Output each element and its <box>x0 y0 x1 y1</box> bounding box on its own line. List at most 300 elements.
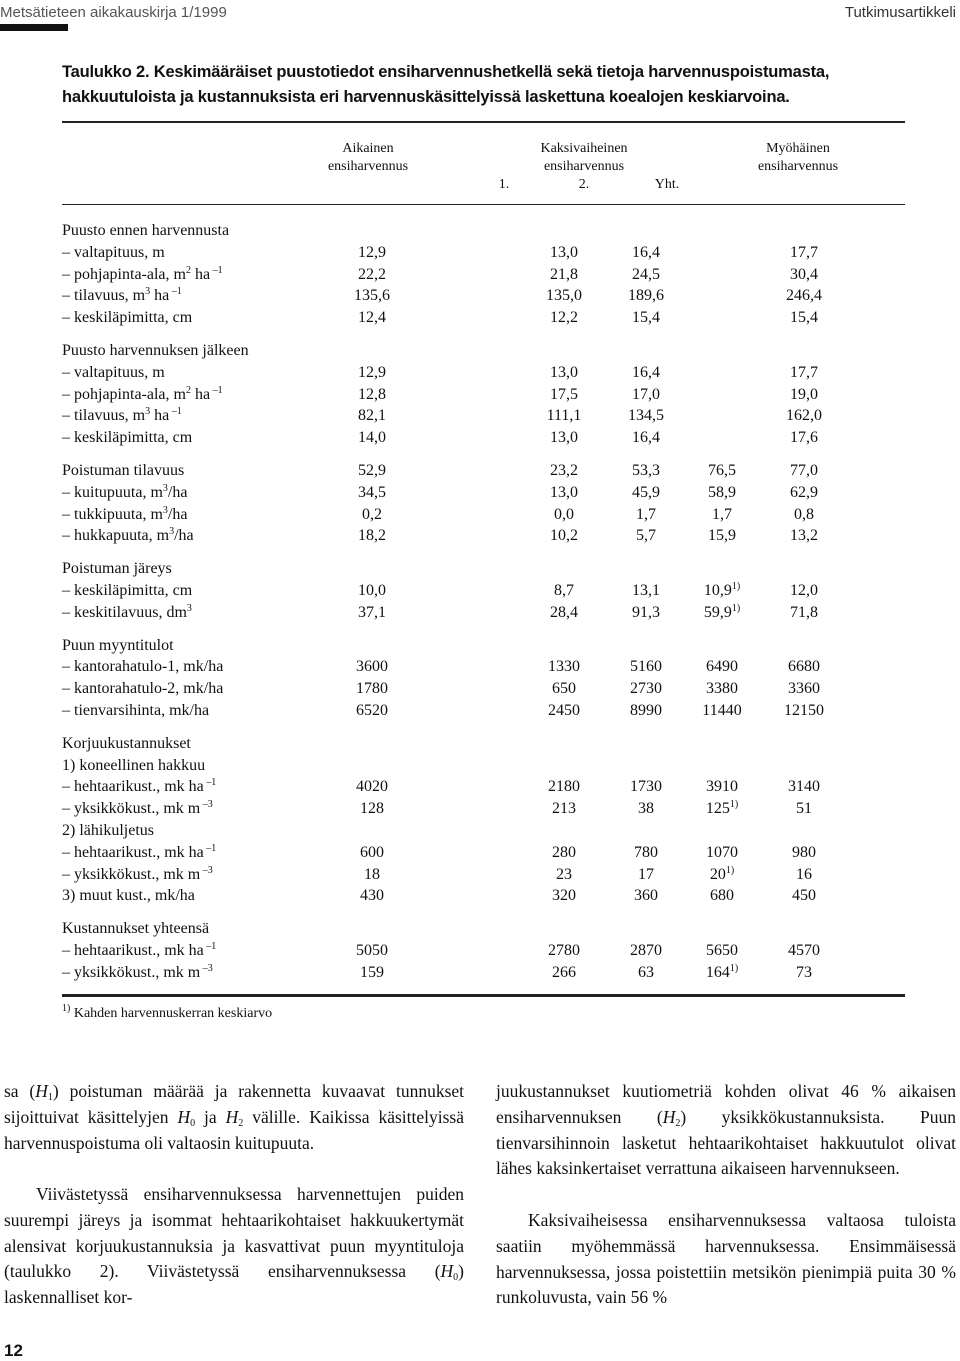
row-label-text: – kantorahatulo-1, mk/ha <box>62 658 224 676</box>
table-row <box>62 820 905 842</box>
table-cell <box>754 482 854 504</box>
table-row <box>62 885 905 907</box>
table-cell <box>322 460 422 482</box>
footnote-ref: 1) <box>729 799 739 811</box>
cell-value: 51 <box>796 800 812 818</box>
row-label <box>62 264 223 286</box>
col-head-early-line2: ensiharvennus <box>327 159 409 174</box>
row-label-text: – valtapituus, m <box>62 363 165 381</box>
row-label-text: – keskitilavuus, dm <box>62 603 187 621</box>
row-label-text: – hehtaarikust., mk ha <box>62 778 204 796</box>
cell-value: 34,5 <box>358 483 386 501</box>
cell-value: 12,9 <box>358 243 386 261</box>
table-cell <box>754 798 854 820</box>
table-cell <box>754 362 854 384</box>
row-label <box>62 580 192 602</box>
row-label-unit: /ha <box>167 505 188 523</box>
row-label <box>62 602 192 624</box>
cell-value: 680 <box>710 887 734 905</box>
cell-value: 280 <box>552 843 576 861</box>
cell-value: 14,0 <box>358 429 386 447</box>
col-head-sub-2: 2. <box>578 177 590 192</box>
table-cell <box>754 242 854 264</box>
footnote-ref: 1) <box>725 864 735 876</box>
table-cell <box>754 384 854 406</box>
text-run: ja <box>195 1106 226 1127</box>
body-right-p1 <box>496 1079 956 1182</box>
group-heading <box>62 918 905 940</box>
cell-value: 650 <box>552 680 576 698</box>
table-cell <box>322 678 422 700</box>
cell-value: 320 <box>552 887 576 905</box>
group-heading-text: Kustannukset yhteensä <box>62 920 210 938</box>
cell-value: 5650 <box>706 942 738 959</box>
cell-value: 10,2 <box>550 527 578 545</box>
table-row <box>62 678 905 700</box>
row-label <box>62 700 209 722</box>
table-cell <box>596 362 696 384</box>
table-caption: Taulukko 2. Keskimääräiset puustotiedot ensiharvennushetkellä sekä tietoja harvennuspoistumasta, hakkuutuloista ja kustannuksista eri harvennuskäsittelyissä laskettuna koealojen keskiarvoina. <box>62 63 830 106</box>
group-heading-text: Poistuman järeys <box>62 560 172 578</box>
subscript: 2 <box>675 1117 681 1129</box>
row-label-sup: –3 <box>200 799 213 811</box>
row-label-text: – yksikkökust., mk m <box>62 865 201 883</box>
table-row <box>62 700 905 722</box>
row-label <box>62 885 195 907</box>
table-row <box>62 285 905 307</box>
cell-value: 450 <box>792 887 816 905</box>
cell-value: 266 <box>552 963 576 981</box>
cell-value: 12150 <box>784 702 824 719</box>
row-label <box>62 864 213 886</box>
table-row <box>62 776 905 798</box>
row-label-text: – tilavuus, m <box>62 287 146 305</box>
text-run: ) laskennalliset kor- <box>4 1261 464 1308</box>
italic-symbol: H <box>662 1106 676 1127</box>
cell-value: 15,4 <box>790 309 818 327</box>
row-label-text: – keskiläpimitta, cm <box>62 582 193 599</box>
cell-value: 24,5 <box>632 265 660 283</box>
table-cell <box>596 264 696 286</box>
subscript: 0 <box>190 1117 196 1129</box>
row-label <box>62 242 165 264</box>
cell-value: 13,0 <box>550 483 578 501</box>
cell-value: 91,3 <box>632 603 660 621</box>
table-row <box>62 264 905 286</box>
cell-value: 780 <box>634 843 658 861</box>
table-cell <box>322 700 422 722</box>
footnote-text: Kahden harvennuskerran keskiarvo <box>70 1006 273 1021</box>
cell-value: 73 <box>796 963 812 981</box>
table-cell <box>322 525 422 547</box>
cell-value: 16 <box>796 865 812 883</box>
group-heading <box>62 558 905 580</box>
cell-value: 76,5 <box>708 462 736 479</box>
table-row <box>62 525 905 547</box>
cell-value: 6490 <box>706 658 738 676</box>
cell-value: 135,0 <box>546 287 582 305</box>
table-cell <box>754 307 854 329</box>
table-cell <box>754 962 854 984</box>
cell-value: 17,7 <box>790 243 818 261</box>
row-label-text: – keskiläpimitta, cm <box>62 309 193 327</box>
table-cell <box>754 427 854 449</box>
cell-value: 62,9 <box>790 483 818 501</box>
cell-value: 0,8 <box>794 505 814 523</box>
text-run: välille. Kaikissa käsittelyissä harvennuspoistuma oli valtaosin kuitupuuta. <box>4 1106 465 1153</box>
cell-value: 3910 <box>706 778 738 796</box>
cell-value: 45,9 <box>632 483 660 501</box>
cell-value: 19,0 <box>790 385 818 403</box>
row-label <box>62 427 192 449</box>
italic-symbol: H <box>225 1106 239 1127</box>
header-bar <box>0 24 68 31</box>
cell-value: 8,7 <box>554 582 574 599</box>
table-cell <box>596 242 696 264</box>
cell-value: 30,4 <box>790 265 818 283</box>
subscript: 2 <box>238 1117 244 1129</box>
text-run: Kaksivaiheisessa ensiharvennuksessa valtaosa tuloista saatiin myöhemmässä harvennuksessa. Ensimmäisessä harvennuksessa, jossa poistettiin metsikön pienimpiä puita 30 % runkoluvusta, vain 56 % <box>496 1210 956 1308</box>
row-label <box>62 525 194 547</box>
cell-value: 10,9 <box>703 582 732 599</box>
row-label-unit: /ha <box>167 483 188 501</box>
row-label-sup: –1 <box>169 286 182 298</box>
cell-value: 5160 <box>630 658 662 676</box>
cell-value: 4020 <box>356 778 388 796</box>
row-label <box>62 482 187 504</box>
cell-value: 1,7 <box>636 505 656 523</box>
cell-value: 13,0 <box>550 243 578 261</box>
col-head-late <box>740 140 856 176</box>
row-label-unit: ha <box>190 265 211 283</box>
cell-value: 6520 <box>356 702 388 719</box>
cell-value: 125 <box>705 800 730 818</box>
row-label-unit: /ha <box>174 527 194 545</box>
cell-value: 77,0 <box>790 462 818 479</box>
cell-value: 1780 <box>356 680 388 698</box>
cell-value: 3360 <box>788 680 820 698</box>
cell-value: 1730 <box>630 778 662 796</box>
table-cell <box>322 885 422 907</box>
row-label-sup: –1 <box>203 941 217 952</box>
row-label-text: Poistuman tilavuus <box>62 462 185 479</box>
table-cell <box>322 776 422 798</box>
section-label: Tutkimusartikkeli <box>844 4 956 21</box>
row-label <box>62 755 205 777</box>
cell-value: 16,4 <box>632 243 660 261</box>
table-cell <box>322 940 422 962</box>
table-row <box>62 405 905 427</box>
row-label-text: – pohjapinta-ala, m <box>62 385 186 403</box>
cell-value: 23 <box>556 865 572 883</box>
row-label-text: – tienvarsihinta, mk/ha <box>62 702 210 719</box>
cell-value: 63 <box>638 963 654 981</box>
cell-value: 128 <box>360 800 384 818</box>
cell-value: 430 <box>360 887 384 905</box>
table-cell <box>322 798 422 820</box>
table-cell <box>754 285 854 307</box>
table-cell <box>322 242 422 264</box>
row-label <box>62 820 154 842</box>
subscript: 0 <box>453 1272 459 1284</box>
table-row <box>62 362 905 384</box>
col-head-two-stage <box>524 140 644 176</box>
row-label-text: – valtapituus, m <box>62 243 165 261</box>
group-heading-text: Puusto harvennuksen jälkeen <box>62 342 249 359</box>
body-left-p2 <box>4 1182 464 1311</box>
cell-value: 0,2 <box>362 505 382 523</box>
table-row <box>62 242 905 264</box>
row-label-text: 2) lähikuljetus <box>62 822 154 839</box>
body-right-p2 <box>496 1208 956 1311</box>
row-label-text: – yksikkökust., mk m <box>62 800 201 818</box>
row-label-sup: 3 <box>169 526 175 538</box>
row-label <box>62 678 223 700</box>
row-label-text: – kuitupuuta, m <box>62 483 163 501</box>
cell-value: 12,4 <box>358 309 386 327</box>
cell-value: 159 <box>360 963 384 981</box>
table-cell <box>322 504 422 526</box>
row-label <box>62 384 223 406</box>
group-heading <box>62 635 905 657</box>
row-label-text: – tukkipuuta, m <box>62 505 163 523</box>
row-label-text: 3) muut kust., mk/ha <box>62 887 195 905</box>
cell-value: 3600 <box>356 658 388 676</box>
table-cell <box>322 580 422 602</box>
table-cell <box>322 656 422 678</box>
table-cell <box>754 460 854 482</box>
row-label-sup: –1 <box>203 777 217 789</box>
cell-value: 134,5 <box>628 407 664 425</box>
cell-value: 164 <box>705 963 730 981</box>
row-label-text: – kantorahatulo-2, mk/ha <box>62 680 224 698</box>
italic-symbol: H <box>440 1261 454 1282</box>
cell-value: 12,8 <box>358 385 386 403</box>
table-row <box>62 842 905 864</box>
table-cell <box>322 285 422 307</box>
col-head-early <box>310 140 426 176</box>
table-cell <box>322 842 422 864</box>
cell-value: 3140 <box>788 778 820 796</box>
group-heading <box>62 733 905 755</box>
cell-value: 2870 <box>630 942 662 959</box>
table-footnote <box>62 1003 273 1022</box>
text-run: juukustannukset kuutiometriä kohden olivat 46 % aikaisen ensiharvennuksen ( <box>496 1081 956 1127</box>
cell-value: 20 <box>709 865 726 883</box>
group-heading-text: Korjuukustannukset <box>62 734 191 752</box>
cell-value: 17,6 <box>790 429 818 447</box>
cell-value: 2180 <box>548 778 580 796</box>
cell-value: 600 <box>360 843 384 861</box>
table-row <box>62 656 905 678</box>
row-label-sup: 3 <box>162 504 168 516</box>
cell-value: 18,2 <box>358 527 386 545</box>
cell-value: 15,9 <box>708 527 736 545</box>
table-cell <box>754 525 854 547</box>
row-label <box>62 798 213 820</box>
table-cell <box>754 405 854 427</box>
row-label <box>62 940 216 962</box>
cell-value: 5,7 <box>636 527 656 545</box>
table-cell <box>596 405 696 427</box>
table-cell <box>754 940 854 962</box>
cell-value: 22,2 <box>358 265 386 283</box>
cell-value: 17,5 <box>550 385 578 403</box>
cell-value: 13,0 <box>550 429 578 447</box>
table-row <box>62 602 905 624</box>
table-row <box>62 798 905 820</box>
row-label-unit: ha <box>150 287 170 305</box>
row-label <box>62 362 165 384</box>
row-label-sup: –3 <box>200 864 213 876</box>
cell-value: 980 <box>792 843 816 861</box>
table-cell <box>596 285 696 307</box>
footnote-ref: 1) <box>731 602 741 614</box>
table-row <box>62 427 905 449</box>
row-label-sup: 2 <box>185 264 191 276</box>
row-label <box>62 656 223 678</box>
table-row <box>62 307 905 329</box>
row-label <box>62 962 213 984</box>
col-head-two-stage-line2: ensiharvennus <box>543 159 625 174</box>
row-label <box>62 842 216 864</box>
row-label-text: – hehtaarikust., mk ha <box>62 843 204 861</box>
row-label <box>62 307 192 329</box>
table-cell <box>322 427 422 449</box>
row-label-sup: –3 <box>200 962 213 974</box>
text-run: sa ( <box>4 1081 36 1101</box>
cell-value: 18 <box>364 865 380 883</box>
group-heading-text: Puun myyntitulot <box>62 636 174 654</box>
table-row <box>62 460 905 482</box>
table-row <box>62 482 905 504</box>
row-label-sup: –1 <box>169 406 182 418</box>
cell-value: 71,8 <box>790 603 818 621</box>
row-label-text: – tilavuus, m <box>62 407 146 425</box>
footnote-mark: 1) <box>62 1003 71 1014</box>
table-cell <box>754 885 854 907</box>
table-row <box>62 504 905 526</box>
footnote-ref: 1) <box>729 962 739 974</box>
cell-value: 13,1 <box>632 582 660 599</box>
table-row <box>62 580 905 602</box>
table-cell <box>322 384 422 406</box>
cell-value: 12,9 <box>358 363 386 381</box>
table-cell <box>754 700 854 722</box>
col-head-two-stage-line1: Kaksivaiheinen <box>540 141 628 156</box>
cell-value: 59,9 <box>703 603 732 621</box>
body-left-p1 <box>4 1079 464 1156</box>
cell-value: 2780 <box>548 942 580 959</box>
row-label-text: – yksikkökust., mk m <box>62 963 201 981</box>
cell-value: 246,4 <box>786 287 822 305</box>
table-cell <box>596 307 696 329</box>
cell-value: 15,4 <box>632 309 660 327</box>
row-label-text: – hukkapuuta, m <box>62 527 170 545</box>
cell-value: 1,7 <box>712 505 732 523</box>
cell-value: 52,9 <box>358 462 386 479</box>
row-label-text: 1) koneellinen hakkuu <box>62 756 206 774</box>
col-head-late-line2: ensiharvennus <box>757 159 839 174</box>
cell-value: 21,8 <box>550 265 578 283</box>
row-label <box>62 405 182 427</box>
table-cell <box>322 962 422 984</box>
cell-value: 6680 <box>788 658 820 676</box>
table-row <box>62 384 905 406</box>
table-cell <box>596 384 696 406</box>
table-row <box>62 755 905 777</box>
row-label-unit: ha <box>190 385 211 403</box>
cell-value: 17,7 <box>790 363 818 381</box>
col-head-sub-1: 1. <box>498 177 510 192</box>
table-cell <box>754 264 854 286</box>
text-run: Viivästetyssä ensiharvennuksessa harvennettujen puiden suurempi järeys ja isommat hehtaarikohtaiset hakkuukertymät alensivat korjuukustannuksia ja kasvattivat puun myyntituloja (taulukko 2). Viivästetyssä ensiharvennuksessa ( <box>4 1184 464 1282</box>
table-cell <box>322 405 422 427</box>
cell-value: 8990 <box>630 702 662 719</box>
table-cell <box>754 776 854 798</box>
group-heading <box>62 340 905 362</box>
col-head-sub-total: Yht. <box>654 177 680 192</box>
cell-value: 12,2 <box>550 309 578 327</box>
cell-value: 360 <box>634 887 658 905</box>
table-cell <box>754 602 854 624</box>
cell-value: 16,4 <box>632 363 660 381</box>
cell-value: 5050 <box>356 942 388 959</box>
table-cell <box>754 504 854 526</box>
table-row <box>62 864 905 886</box>
cell-value: 58,9 <box>708 483 736 501</box>
row-label-sup: –1 <box>210 264 223 276</box>
row-label-unit: ha <box>150 407 170 425</box>
cell-value: 2450 <box>548 702 580 719</box>
table-row <box>62 962 905 984</box>
row-label <box>62 504 187 526</box>
row-label <box>62 776 216 798</box>
cell-value: 37,1 <box>358 603 386 621</box>
cell-value: 189,6 <box>628 287 664 305</box>
journal-title: Metsätieteen aikakauskirja 1/1999 <box>0 4 227 21</box>
cell-value: 13,2 <box>790 527 818 545</box>
table-cell <box>322 362 422 384</box>
footnote-ref: 1) <box>731 581 741 592</box>
row-label <box>62 460 184 482</box>
table-top-rule <box>62 121 905 123</box>
cell-value: 1330 <box>548 658 580 676</box>
cell-value: 12,0 <box>790 582 818 599</box>
cell-value: 4570 <box>788 942 820 959</box>
cell-value: 11440 <box>702 702 742 719</box>
italic-symbol: H <box>177 1106 191 1127</box>
italic-symbol: H <box>35 1081 48 1101</box>
row-label-text: – pohjapinta-ala, m <box>62 265 186 283</box>
table-cell <box>322 602 422 624</box>
cell-value: 53,3 <box>632 462 660 479</box>
subscript: 1 <box>47 1092 53 1103</box>
cell-value: 213 <box>552 800 576 818</box>
row-label-text: – hehtaarikust., mk ha <box>62 942 204 959</box>
table-header-rule <box>62 204 905 205</box>
cell-value: 17 <box>638 865 654 883</box>
table-cell <box>596 427 696 449</box>
row-label-sup: –1 <box>210 384 223 396</box>
cell-value: 0,0 <box>554 505 574 523</box>
row-label-sup: –1 <box>203 842 217 854</box>
cell-value: 111,1 <box>546 407 582 425</box>
text-run: ) yksikkökustannuksista. Puun tienvarsihinnoin lasketut hehtaarikohtaiset hakkuutulot olivat lähes kaksinkertaiset verrattuna aikaiseen harvennukseen. <box>496 1106 956 1179</box>
row-label-sup: 3 <box>145 406 151 418</box>
cell-value: 162,0 <box>786 407 822 425</box>
table-cell <box>322 307 422 329</box>
